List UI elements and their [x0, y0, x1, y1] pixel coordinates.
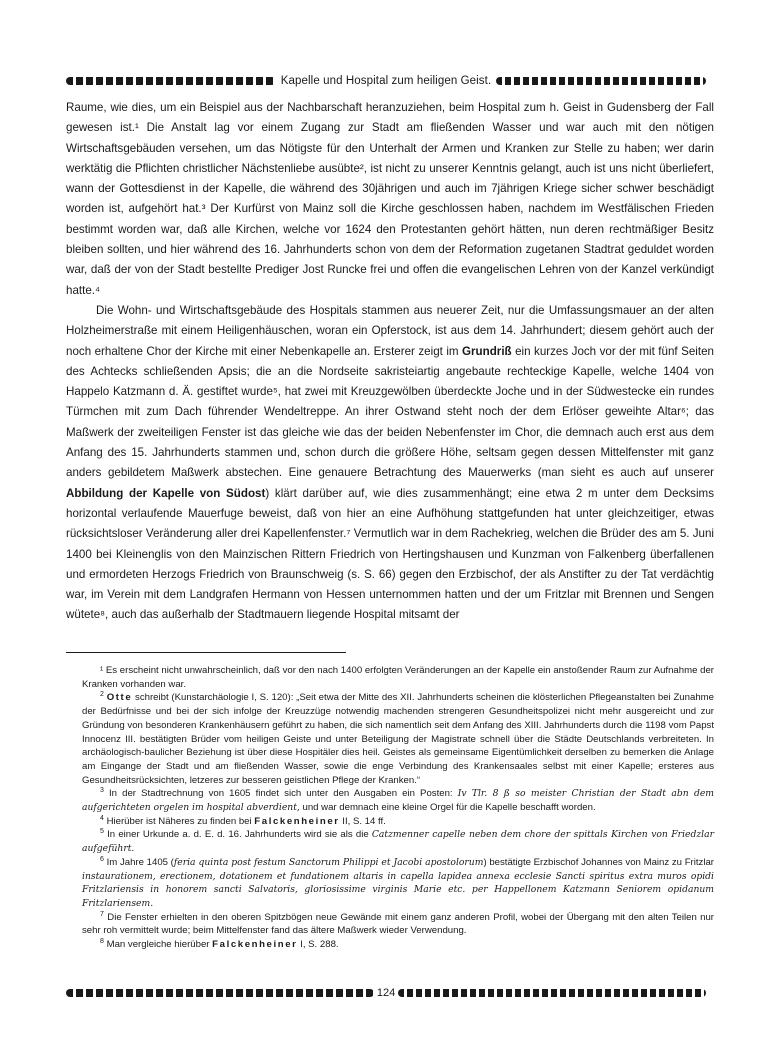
footnote-2-text: schreibt (Kunstarchäologie I, S. 120): „Seit etwa der Mitte des XII. Jahrhunderts scheinen die klösterlichen Pflegeanstalten bei Zunahme der Bedürfnisse und bei der sich infolge der Kreuzzüge notwendig machenden strengeren Gesundheitspolizei nicht mehr ausgereicht und zur Gründung von besonderen Krankenhäusern geführt zu haben, die sich namentlich seit dem Anfang des XIII. Jahrhunderts durch die 1198 vom Papst Innocenz III. bestätigten Brüder vom heiligen Geiste und unter Beteiligung der Magistrate schnell über die Städte Deutschlands verbreiteten. In archäologisch-baulicher Beziehung ist über diese Hospitäler dies heil. Geistes als gemeinsame Eigentümlichkeit derselben zu bemerken die Anlage am Eingange der Stadt und am fließenden Wasser, sowie die enge Verbindung des Krankensaales selbst mit einer Kapelle; ersteres aus Gesundheitsrücksichten, letzeres zur besseren geistlichen Pflege der Kranken.“	[82, 692, 714, 786]
footnote-3-quote: Iv Tlr. 8 ß so meister Christian der Stadt abn dem aufgerichteten orgelen im hospital abverdient,	[82, 788, 715, 814]
main-text	[66, 98, 714, 626]
footer-ornament-row	[66, 986, 706, 1000]
footnote-3-text-b: und war demnach eine kleine Orgel für die Kapelle beschafft worden.	[299, 802, 596, 814]
ornament-border-right	[496, 77, 706, 85]
running-title: Kapelle und Hospital zum heiligen Geist.	[280, 75, 492, 87]
header-ornament-row	[66, 74, 706, 88]
paragraph-2-part-a: Die Wohn- und Wirtschaftsgebäude des Hospitals stammen aus neuerer Zeit, nur die Umfassungsmauer an der alten Holzheimerstraße mit einem Heiligenhäuschen, woran ein Opferstock, ist aus dem 14. Jahrhundert; diesem gehört auch der noch erhaltene Chor der Kirche mit einer Nebenkapelle an. Ersterer zeigt im	[66, 303, 714, 358]
footnote-6-quote-1: feria quinta post festum Sanctorum Philippi et Jacobi apostolorum	[173, 856, 484, 868]
paragraph-2	[66, 301, 714, 626]
footnote-1: ¹ Es erscheint nicht unwahrscheinlich, daß vor den nach 1400 erfolgten Veränderungen an der Kapelle ein anstoßender Raum zur Aufnahme der Kranken vorhanden war.	[82, 665, 714, 690]
footnote-4-text-a: Hierüber ist Näheres zu finden bei	[106, 815, 255, 827]
footnote-5-text-a: In einer Urkunde a. d. E. d. 16. Jahrhunderts wird sie als die	[107, 829, 372, 841]
footnote-8-text-b: I, S. 288.	[297, 939, 339, 951]
footnote-6-marker: 6	[100, 855, 104, 863]
footnote-2-marker: 2	[100, 691, 104, 699]
footnote-5	[82, 828, 714, 855]
bold-term-grundriss: Grundriß	[462, 344, 512, 358]
footnote-8-marker: 8	[100, 937, 104, 945]
footnote-3	[82, 787, 714, 814]
paragraph-1: Raume, wie dies, um ein Beispiel aus der Nachbarschaft heranzuziehen, beim Hospital zum h. Geist in Gudensberg der Fall gewesen ist.¹ Die Anstalt lag vor einem Zugang zur Stadt am fließenden Wasser und war auch mit den nötigen Wirtschaftsgebäuden versehen, um das Nötigste für den Unterhalt der Armen und Kranken zur Stelle zu haben; wer darin werktätig die Pflichten christlicher Nächstenliebe ausübte², ist nicht zu unserer Kenntnis gelangt, auch ist uns nicht überliefert, wann der Gottesdienst in der Kapelle, die während des 30jährigen und auch im 7jährigen Kriege sicher schwer beschädigt worden ist, aufgehört hat.³ Der Kurfürst von Mainz soll die Kirche geschlossen haben, nachdem im Westfälischen Frieden bestimmt worden war, daß alle Kirchen, welche vor 1624 den Protestanten gehört hätten, nun deren rechtmäßiger Besitz bleiben sollten, und hier während des 16. Jahrhunderts schon von dem der Reformation zugetanen Stadtrat geduldet worden war, daß der von der Stadt bestellte Prediger Jost Runcke frei und offen die evangelischen Lehren von der Kanzel verkündigt hatte.⁴	[66, 101, 714, 297]
footnote-7	[82, 911, 714, 938]
footnote-7-marker: 7	[100, 910, 104, 918]
footnote-4-author: Falckenheiner	[254, 815, 340, 827]
footnote-4-text-b: II, S. 14 ff.	[339, 815, 386, 827]
footnote-6-text-a: Im Jahre 1405 (	[106, 856, 174, 868]
footnote-divider	[66, 652, 346, 653]
footnote-6	[82, 856, 714, 911]
bold-term-abbildung: Abbildung der Kapelle von Südost	[66, 486, 266, 500]
footnote-8-text-a: Man vergleiche hierüber	[106, 939, 213, 951]
footnote-6-quote-2: instaurationem, erectionem, dotationem et fundationem altaris in capella lapidea annexa ecclesie Sancti spiritus extra muros opidi Fritzlariensis in honorem sancti Salvatoris, gloriosissime virginis Marie etc. per Happellonem Katzmann Seniorem opidanum Fritzlariensem.	[82, 870, 714, 909]
footer-ornament-right	[398, 989, 706, 997]
paragraph-2-part-b: ein kurzes Joch vor der mit fünf Seiten des Achtecks schließenden Apsis; die an die Nordseite sakristeiartig angebaute rechteckige Kapelle, welche 1404 von Happelo Katzmann d. Ä. gestiftet wurde⁵, hat zwei mit Kreuzgewölben überdeckte Joche und in der Südwestecke ein rundes Türmchen mit zum Dach führender Wendeltreppe. An ihrer Ostwand steht noch der dem Erlöser geweihte Altar⁶; das Maßwerk der zweiteiligen Fenster ist das gleiche wie das der beiden Nebenfenster im Chor, die demnach auch erst aus dem Anfang des 15. Jahrhunderts stammen und, schon durch die größere Höhe, seltsam gegen dessen Mittelfenster mit ganz anders gebildetem Maßwerk abstechen. Eine genauere Betrachtung des Mauerwerks (man sieht es auch auf unserer	[66, 344, 714, 480]
footnotes	[82, 664, 714, 952]
page-number: 124	[376, 987, 396, 999]
footnote-4-marker: 4	[100, 814, 104, 822]
footnote-4	[82, 815, 714, 829]
paragraph-2-part-c: ) klärt darüber auf, wie dies zusammenhängt; eine etwa 2 m unter dem Decksims horizontal verlaufende Mauerfuge beweist, daß von hier an eine Aufhöhung stattgefunden hat unter gleichzeitiger, etwas rücksichtsloser Veränderung aller drei Kapellenfenster.⁷ Vermutlich war in dem Rachekrieg, welchen die Brüder des am 5. Juni 1400 bei Kleinenglis von den Mainzischen Rittern Friedrich von Hertingshausen und Kunzman von Falkenberg überfallenen und ermordeten Herzogs Friedrich von Braunschweig (s. S. 66) gegen den Erzbischof, der als Anstifter zu der Tat verdächtig war, im Verein mit dem Landgrafen Hermann von Hessen unternommen hatten und der um Fritzlar mit Brennen und Sengen wütete⁸, auch das außerhalb der Stadtmauern liegende Hospital mitsamt der	[66, 486, 714, 622]
footnote-3-marker: 3	[100, 787, 104, 795]
footnote-6-text-b: ) bestätigte Erzbischof Johannes von Mainz zu Fritzlar	[483, 856, 715, 868]
footnote-2-author: Otte	[106, 692, 133, 704]
footnote-8	[82, 938, 714, 952]
footnote-5-quote: Catzmenner capelle neben dem chore der spittals Kirchen von Friedzlar aufgeführt.	[82, 829, 714, 855]
footnote-5-marker: 5	[100, 828, 104, 836]
footer-ornament-left	[66, 989, 374, 997]
footnote-3-text-a: In der Stadtrechnung von 1605 findet sich unter den Ausgaben ein Posten:	[109, 788, 458, 800]
ornament-border-left	[66, 77, 276, 85]
footnote-8-author: Falckenheiner	[212, 939, 298, 951]
footnote-2	[82, 691, 714, 787]
footnote-7-text: Die Fenster erhielten in den oberen Spitzbögen neue Gewände mit einem ganz anderen Profil, wobei der Übergang mit den alten Teilen nur sehr roh vermittelt wurde; beim Mittelfenster fand das ältere Maßwerk wieder Verwendung.	[82, 911, 714, 937]
